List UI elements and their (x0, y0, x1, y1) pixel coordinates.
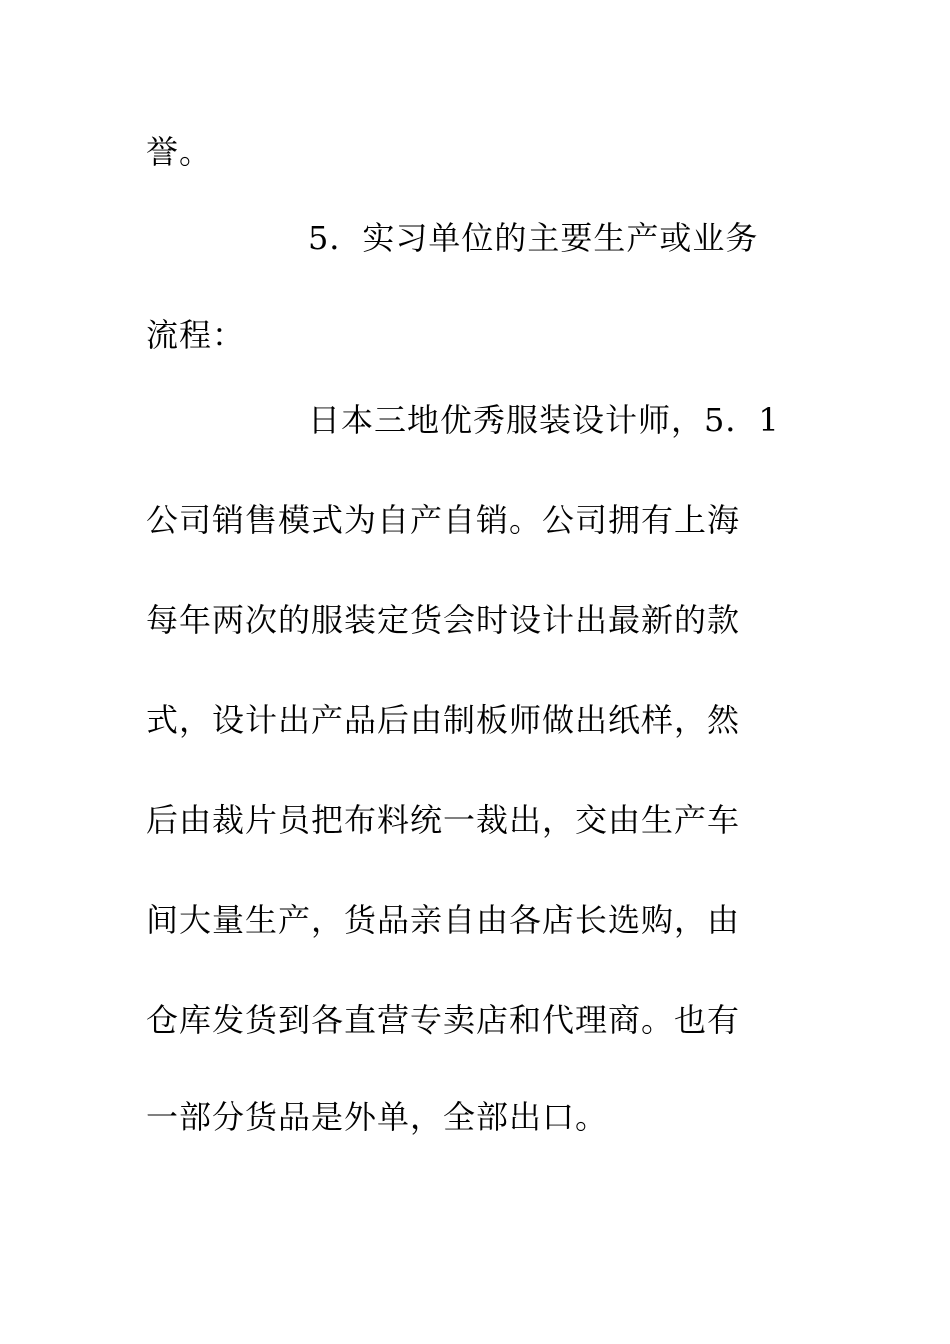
text-line-11: 一部分货品是外单，全部出口。 (146, 1098, 609, 1136)
text-line-10: 仓库发货到各直营专卖店和代理商。也有 (146, 1001, 741, 1039)
section-heading: 5．实习单位的主要生产或业务 (308, 219, 759, 257)
text-line-1: 誉。 (146, 133, 213, 171)
paragraph-start: 日本三地优秀服装设计师，5．1 (308, 401, 780, 439)
text-line-3: 流程： (146, 316, 246, 354)
text-line-6: 每年两次的服装定货会时设计出最新的款 (146, 601, 741, 639)
text-line-5: 公司销售模式为自产自销。公司拥有上海 (146, 501, 741, 539)
text-line-9: 间大量生产，货品亲自由各店长选购，由 (146, 901, 741, 939)
text-line-7: 式，设计出产品后由制板师做出纸样，然 (146, 701, 741, 739)
text-line-8: 后由裁片员把布料统一裁出，交由生产车 (146, 801, 741, 839)
